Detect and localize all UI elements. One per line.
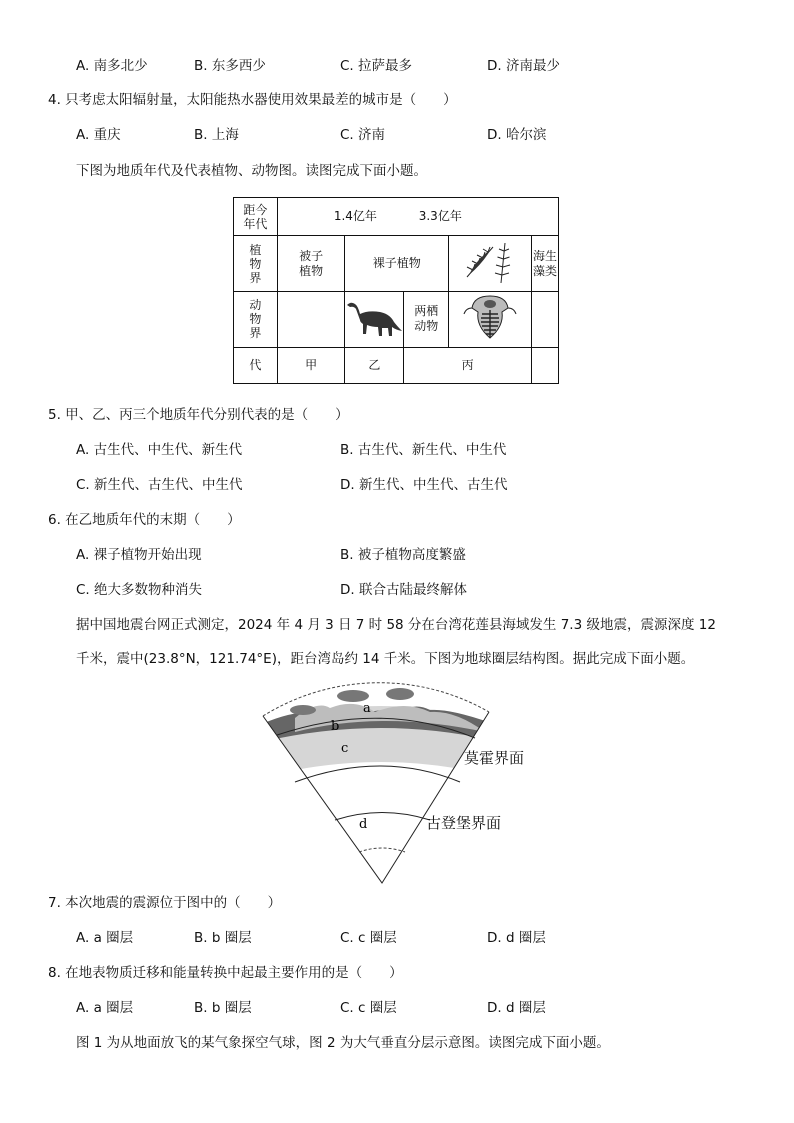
q3-option-c[interactable]: C. 拉萨最多 — [340, 58, 413, 74]
era-empty — [531, 347, 558, 383]
q6-option-c[interactable]: C. 绝大多数物种消失 — [76, 582, 203, 598]
trilobite-icon — [460, 292, 520, 342]
q6-option-b[interactable]: B. 被子植物高度繁盛 — [340, 547, 466, 563]
time-header — [277, 198, 558, 236]
amphibian-cell: 两栖 动物 — [404, 292, 449, 348]
era-bing: 丙 — [404, 347, 532, 383]
q3-option-b[interactable]: B. 东多西少 — [194, 58, 266, 74]
q4-option-c[interactable]: C. 济南 — [340, 127, 386, 143]
era-yi: 乙 — [345, 347, 404, 383]
header-label: 距今 年代 — [234, 198, 278, 236]
trilobite-cell — [449, 292, 532, 348]
q8-option-d[interactable]: D. d 圈层 — [487, 1000, 546, 1016]
q5-option-c[interactable]: C. 新生代、古生代、中生代 — [76, 477, 243, 493]
era-jia: 甲 — [277, 347, 345, 383]
gymnosperm-cell: 裸子植物 — [345, 236, 449, 292]
geologic-time-table — [233, 197, 559, 384]
q6-option-a[interactable]: A. 裸子植物开始出现 — [76, 547, 202, 563]
q5-option-d[interactable]: D. 新生代、中生代、古生代 — [340, 477, 508, 493]
mammal-cell — [277, 292, 345, 348]
q3-option-d[interactable]: D. 济南最少 — [487, 58, 560, 74]
q5-option-a[interactable]: A. 古生代、中生代、新生代 — [76, 442, 243, 458]
moho-label: 莫霍界面 — [464, 749, 525, 767]
q6-stem: 6. 在乙地质年代的末期（ ） — [48, 512, 241, 528]
label-d: d — [359, 817, 368, 832]
q4-option-a[interactable]: A. 重庆 — [76, 127, 121, 143]
dinosaur-cell — [345, 292, 404, 348]
animal-row-label: 动 物 界 — [234, 292, 278, 348]
intro-earthquake: 据中国地震台网正式测定，2024 年 4 月 3 日 7 时 58 分在台湾花莲县海域发生 7.3 级地震，震源深度 12 千米，震中(23.8°N，121.74°E)，距台湾岛约 14 千米。下图为地球圈层结构图。据此完成下面小题。 — [76, 617, 716, 667]
label-a: a — [363, 701, 371, 716]
q3-option-a[interactable]: A. 南多北少 — [76, 58, 148, 74]
fern-cell — [449, 236, 532, 292]
time-label-1: 1.4亿年 — [333, 209, 377, 224]
q7-option-a[interactable]: A. a 圈层 — [76, 930, 134, 946]
q7-option-c[interactable]: C. c 圈层 — [340, 930, 397, 946]
empty-cell — [531, 292, 558, 348]
q8-option-b[interactable]: B. b 圈层 — [194, 1000, 252, 1016]
fern-icon — [459, 237, 521, 287]
algae-cell: 海生 藻类 — [531, 236, 558, 292]
dinosaur-icon — [345, 297, 403, 337]
q8-option-c[interactable]: C. c 圈层 — [340, 1000, 397, 1016]
q4-option-d[interactable]: D. 哈尔滨 — [487, 127, 547, 143]
q5-stem: 5. 甲、乙、丙三个地质年代分别代表的是（ ） — [48, 407, 349, 423]
q5-option-b[interactable]: B. 古生代、新生代、中生代 — [340, 442, 507, 458]
q8-option-a[interactable]: A. a 圈层 — [76, 1000, 134, 1016]
q7-option-b[interactable]: B. b 圈层 — [194, 930, 252, 946]
q6-option-d[interactable]: D. 联合古陆最终解体 — [340, 582, 467, 598]
era-row-label: 代 — [234, 347, 278, 383]
q7-stem: 7. 本次地震的震源位于图中的（ ） — [48, 895, 282, 911]
intro-balloon: 图 1 为从地面放飞的某气象探空气球，图 2 为大气垂直分层示意图。读图完成下面小题。 — [76, 1035, 610, 1051]
q4-stem: 4. 只考虑太阳辐射量，太阳能热水器使用效果最差的城市是（ ） — [48, 92, 457, 108]
q8-stem: 8. 在地表物质迁移和能量转换中起最主要作用的是（ ） — [48, 965, 403, 981]
angiosperm-cell: 被子 植物 — [277, 236, 345, 292]
intro-geologic-table: 下图为地质年代及代表植物、动物图。读图完成下面小题。 — [76, 163, 427, 179]
plant-row-label: 植 物 界 — [234, 236, 278, 292]
q7-option-d[interactable]: D. d 圈层 — [487, 930, 546, 946]
earth-layers-diagram — [255, 680, 545, 890]
label-b: b — [331, 719, 340, 734]
time-label-2: 3.3亿年 — [418, 209, 462, 224]
q4-option-b[interactable]: B. 上海 — [194, 127, 239, 143]
gutenberg-label: 古登堡界面 — [426, 814, 502, 832]
label-c: c — [341, 741, 349, 756]
